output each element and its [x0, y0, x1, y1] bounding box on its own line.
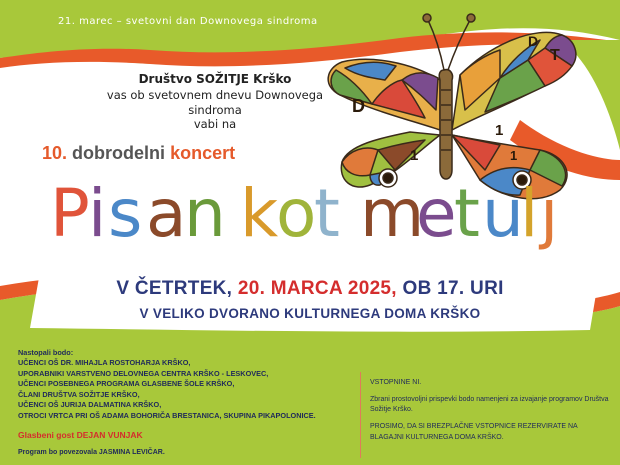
organizer-line-2: vabi na	[193, 117, 237, 132]
performers-heading: Nastopali bodo:	[18, 348, 74, 357]
title-letter: j	[540, 175, 559, 252]
title-letter: P	[50, 175, 90, 252]
title-letter: m	[360, 175, 425, 252]
butterfly-digit-1: 1	[410, 147, 419, 164]
ticket-info	[370, 378, 610, 450]
info-donations: Zbrani prostovoljni prispevki bodo namenjeni za izvajanje programov Društva Sožitje Krško.	[370, 396, 609, 414]
concert-word-1: dobrodelni	[72, 143, 166, 163]
organizer-line-1: vas ob svetovnem dnevu Downovega sindroma	[106, 87, 324, 117]
butterfly-letter-d-right: D	[528, 33, 539, 49]
performer-item: OTROCI VRTCA PRI OŠ ADAMA BOHORIČA BRESTANICA, SKUPINA PIKAPOLONICE.	[18, 410, 316, 420]
concert-number: 10.	[42, 143, 68, 163]
event-venue: V VELIKO DVORANO KULTURNEGA DOMA KRŠKO	[139, 306, 481, 321]
title-letter: t	[314, 175, 340, 252]
butterfly-letter-d-left: D	[352, 96, 365, 116]
title-letter: u	[482, 175, 524, 252]
title-letter: o	[276, 175, 317, 252]
event-tagline: 21. marec – svetovni dan Downovega sindroma	[58, 16, 318, 27]
performer-item: UPORABNIKI VARSTVENO DELOVNEGA CENTRA KRŠKO - LESKOVEC,	[18, 368, 269, 378]
event-title	[50, 170, 570, 260]
title-letter: n	[184, 175, 226, 252]
concert-heading	[42, 143, 235, 164]
title-letter: l	[520, 175, 539, 252]
performer-item: UČENCI OŠ DR. MIHAJLA ROSTOHARJA KRŠKO,	[18, 358, 191, 368]
program-host: Program bo povezovala JASMINA LEVIČAR.	[18, 449, 165, 456]
event-day: V ČETRTEK,	[116, 278, 233, 299]
butterfly-digit-2: 1	[495, 122, 504, 139]
organizer-block	[90, 72, 340, 132]
title-letter: t	[454, 175, 480, 252]
event-date	[0, 278, 620, 300]
event-date-value: 20. MARCA 2025,	[237, 278, 397, 299]
event-time: OB 17. URI	[402, 278, 504, 299]
title-letter: e	[416, 175, 457, 252]
title-letter: a	[146, 175, 187, 252]
column-divider	[360, 372, 361, 458]
title-letter: k	[240, 175, 279, 252]
performer-item: ČLANI DRUŠTVA SOŽITJE KRŠKO,	[18, 389, 140, 399]
performer-item: UČENCI POSEBNEGA PROGRAMA GLASBENE ŠOLE KRŠKO,	[18, 379, 235, 389]
performer-item: UČENCI OŠ JURIJA DALMATINA KRŠKO,	[18, 400, 162, 410]
butterfly-letter-t: T	[550, 47, 560, 64]
organizer-name: Društvo SOŽITJE Krško	[138, 72, 292, 86]
guest-performer: Glasbeni gost DEJAN VUNJAK	[18, 430, 143, 440]
info-free-entry: VSTOPNINE NI.	[370, 379, 422, 386]
butterfly-digit-3: 1	[510, 148, 518, 163]
performers-list	[18, 348, 358, 421]
title-letter: i	[88, 175, 107, 252]
concert-word-2: koncert	[170, 143, 236, 163]
info-reservation: PROSIMO, DA SI BREZPLAČNE VSTOPNICE REZERVIRATE NA BLAGAJNI KULTURNEGA DOMA KRŠKO.	[370, 423, 578, 441]
title-letter: s	[108, 175, 143, 252]
